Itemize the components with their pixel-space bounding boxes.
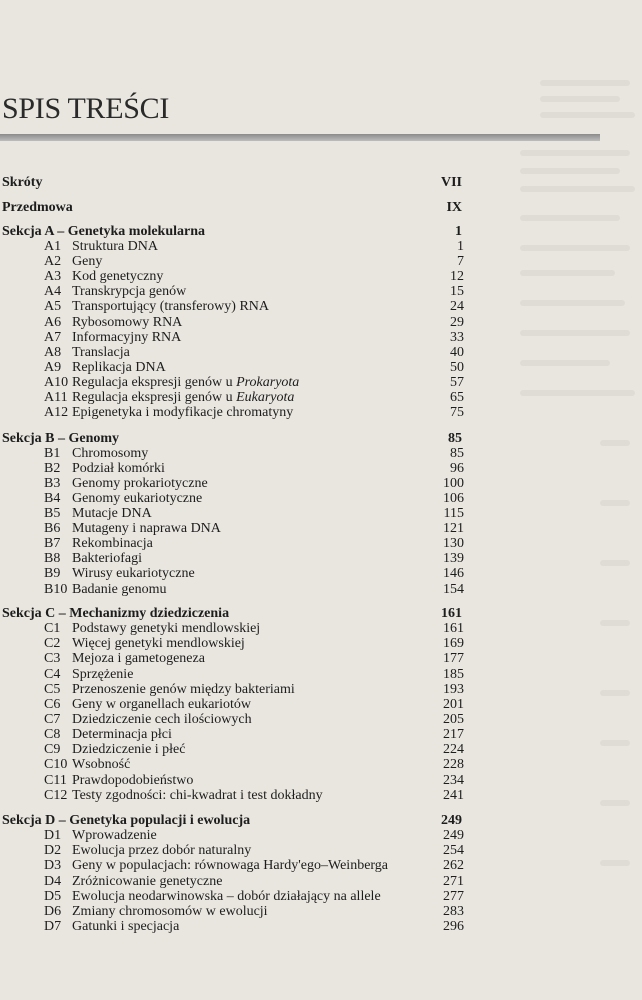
toc-item-code: A1 — [44, 239, 62, 254]
toc-item-page: 185 — [443, 667, 464, 682]
toc-item-label: Podział komórki — [72, 461, 165, 476]
toc-item-label: Ewolucja przez dobór naturalny — [72, 843, 252, 858]
toc-item-label: Informacyjny RNA — [72, 330, 182, 345]
toc-item-label: Transportujący (transferowy) RNA — [72, 299, 269, 314]
toc-item-code: D1 — [44, 828, 62, 843]
toc-item-d6[interactable] — [2, 904, 462, 920]
toc-item-label: Genomy eukariotyczne — [72, 491, 203, 506]
toc-item-c4[interactable] — [2, 667, 462, 683]
toc-item-b3[interactable] — [2, 476, 462, 492]
toc-item-label: Geny — [72, 254, 103, 269]
toc-entry-page: IX — [446, 200, 462, 215]
toc-item-code: B3 — [44, 476, 61, 491]
toc-item-label: Przenoszenie genów między bakteriami — [72, 682, 295, 697]
toc-item-c3[interactable] — [2, 651, 462, 667]
toc-item-label: Replikacja DNA — [72, 360, 166, 375]
toc-item-page: 177 — [443, 651, 464, 666]
toc-item-label: Epigenetyka i modyfikacje chromatyny — [72, 405, 294, 420]
toc-item-label: Translacja — [72, 345, 130, 360]
toc-item-a10[interactable] — [2, 375, 462, 391]
toc-item-label: Gatunki i specjacja — [72, 919, 180, 934]
toc-item-page: 234 — [443, 773, 464, 788]
toc-item-code: C8 — [44, 727, 61, 742]
toc-entry-label: Skróty — [2, 175, 43, 190]
toc-item-code: C11 — [44, 773, 67, 788]
toc-item-code: A9 — [44, 360, 62, 375]
toc-item-d2[interactable] — [2, 843, 462, 859]
toc-item-d3[interactable] — [2, 858, 462, 874]
toc-item-label: Mejoza i gametogeneza — [72, 651, 205, 666]
toc-item-label: Mutacje DNA — [72, 506, 152, 521]
toc-item-code: C6 — [44, 697, 61, 712]
toc-item-b9[interactable] — [2, 566, 462, 582]
toc-item-code: B8 — [44, 551, 61, 566]
toc-item-page: 121 — [443, 521, 464, 536]
toc-item-page: 106 — [443, 491, 464, 506]
toc-item-a8[interactable] — [2, 345, 462, 361]
toc-item-code: B9 — [44, 566, 61, 581]
toc-item-label: Dziedziczenie cech ilościowych — [72, 712, 252, 727]
toc-item-code: A8 — [44, 345, 62, 360]
toc-entry-label: Przedmowa — [2, 200, 73, 215]
toc-item-code: C2 — [44, 636, 61, 651]
toc-item-label: Dziedziczenie i płeć — [72, 742, 186, 757]
toc-item-code: A3 — [44, 269, 62, 284]
toc-section-label: Sekcja B – Genomy — [2, 431, 120, 446]
toc-item-label: Struktura DNA — [72, 239, 158, 254]
toc-item-b5[interactable] — [2, 506, 462, 522]
toc-item-label: Wprowadzenie — [72, 828, 157, 843]
toc-item-c8[interactable] — [2, 727, 462, 743]
toc-item-a5[interactable] — [2, 299, 462, 315]
toc-item-page: 217 — [443, 727, 464, 742]
toc-item-code: C3 — [44, 651, 61, 666]
toc-item-label: Sprzężenie — [72, 667, 134, 682]
toc-item-page: 228 — [443, 757, 464, 772]
toc-item-code: D6 — [44, 904, 62, 919]
page-title: SPIS TREŚCI — [2, 92, 170, 125]
toc-item-page: 40 — [450, 345, 464, 360]
toc-item-label: Bakteriofagi — [72, 551, 142, 566]
toc-item-code: B7 — [44, 536, 61, 551]
toc-item-b10[interactable] — [2, 582, 462, 598]
toc-item-a7[interactable] — [2, 330, 462, 346]
toc-item-code: D7 — [44, 919, 62, 934]
toc-item-b7[interactable] — [2, 536, 462, 552]
toc-item-page: 33 — [450, 330, 464, 345]
toc-item-page: 1 — [457, 239, 464, 254]
toc-item-label: Transkrypcja genów — [72, 284, 187, 299]
toc-item-code: C5 — [44, 682, 61, 697]
toc-item-code: D2 — [44, 843, 62, 858]
toc-item-page: 115 — [443, 506, 464, 521]
toc-item-page: 75 — [450, 405, 464, 420]
toc-item-b8[interactable] — [2, 551, 462, 567]
toc-item-code: C1 — [44, 621, 61, 636]
toc-item-label: Rekombinacja — [72, 536, 153, 551]
toc-item-page: 224 — [443, 742, 464, 757]
toc-item-label: Prawdopodobieństwo — [72, 773, 194, 788]
toc-item-page: 130 — [443, 536, 464, 551]
toc-item-code: C4 — [44, 667, 61, 682]
toc-item-c12[interactable] — [2, 788, 462, 804]
toc-item-label: Determinacja płci — [72, 727, 172, 742]
toc-item-code: A10 — [44, 375, 69, 390]
toc-item-code: A7 — [44, 330, 62, 345]
toc-section-b[interactable] — [2, 431, 462, 447]
toc-item-code: D5 — [44, 889, 62, 904]
toc-item-code: B10 — [44, 582, 68, 597]
toc-item-label: Zmiany chromosomów w ewolucji — [72, 904, 268, 919]
toc-item-page: 296 — [443, 919, 464, 934]
toc-item-d7[interactable] — [2, 919, 462, 935]
toc-item-b1[interactable] — [2, 446, 462, 462]
toc-item-c9[interactable] — [2, 742, 462, 758]
toc-section-a[interactable] — [2, 224, 462, 240]
toc-section-label: Sekcja D – Genetyka populacji i ewolucja — [2, 813, 251, 828]
toc-item-page: 205 — [443, 712, 464, 727]
toc-item-label: Podstawy genetyki mendlowskiej — [72, 621, 261, 636]
toc-item-page: 50 — [450, 360, 464, 375]
toc-item-code: A5 — [44, 299, 62, 314]
toc-entry-przedmowa[interactable] — [2, 200, 462, 216]
toc-item-code: C12 — [44, 788, 68, 803]
toc-item-page: 100 — [443, 476, 464, 491]
toc-item-c1[interactable] — [2, 621, 462, 637]
toc-item-c11[interactable] — [2, 773, 462, 789]
toc-item-label: Regulacja ekspresji genów u Eukaryota — [72, 390, 295, 405]
toc-item-label: Rybosomowy RNA — [72, 315, 183, 330]
toc-item-code: B4 — [44, 491, 61, 506]
toc-section-page: 1 — [455, 224, 462, 239]
toc-item-label: Testy zgodności: chi-kwadrat i test dokładny — [72, 788, 323, 803]
toc-item-code: A4 — [44, 284, 62, 299]
toc-item-label: Ewolucja neodarwinowska – dobór działający na allele — [72, 889, 381, 904]
toc-item-page: 15 — [450, 284, 464, 299]
toc-item-a1[interactable] — [2, 239, 462, 255]
toc-item-page: 96 — [450, 461, 464, 476]
toc-item-code: B1 — [44, 446, 61, 461]
toc-item-label: Geny w populacjach: równowaga Hardy'ego–Weinberga — [72, 858, 389, 873]
toc-item-b6[interactable] — [2, 521, 462, 537]
toc-item-b2[interactable] — [2, 461, 462, 477]
toc-item-page: 7 — [457, 254, 464, 269]
toc-item-c2[interactable] — [2, 636, 462, 652]
toc-item-c7[interactable] — [2, 712, 462, 728]
toc-item-page: 57 — [450, 375, 464, 390]
toc-item-page: 169 — [443, 636, 464, 651]
toc-item-page: 271 — [443, 874, 464, 889]
toc-item-code: A11 — [44, 390, 68, 405]
toc-item-c10[interactable] — [2, 757, 462, 773]
toc-item-code: C7 — [44, 712, 61, 727]
toc-item-page: 277 — [443, 889, 464, 904]
toc-section-page: 249 — [441, 813, 462, 828]
toc-item-code: B6 — [44, 521, 61, 536]
toc-item-a9[interactable] — [2, 360, 462, 376]
toc-item-page: 24 — [450, 299, 464, 314]
toc-item-code: B2 — [44, 461, 61, 476]
toc-item-code: A12 — [44, 405, 69, 420]
taxon-name: Prokaryota — [236, 375, 300, 390]
toc-item-page: 85 — [450, 446, 464, 461]
toc-section-d[interactable] — [2, 813, 462, 829]
toc-item-a12[interactable] — [2, 405, 462, 421]
toc-item-a3[interactable] — [2, 269, 462, 285]
toc-item-page: 139 — [443, 551, 464, 566]
toc-item-page: 254 — [443, 843, 464, 858]
toc-item-a4[interactable] — [2, 284, 462, 300]
toc-section-label: Sekcja A – Genetyka molekularna — [2, 224, 206, 239]
toc-item-code: A6 — [44, 315, 62, 330]
toc-item-a2[interactable] — [2, 254, 462, 270]
toc-item-code: A2 — [44, 254, 62, 269]
toc-item-page: 249 — [443, 828, 464, 843]
toc-section-page: 85 — [448, 431, 462, 446]
toc-section-page: 161 — [441, 606, 462, 621]
toc-item-label: Geny w organellach eukariotów — [72, 697, 251, 712]
toc-entry-skroty[interactable] — [2, 175, 462, 191]
toc-item-label: Kod genetyczny — [72, 269, 164, 284]
toc-item-code: D3 — [44, 858, 62, 873]
toc-item-d5[interactable] — [2, 889, 462, 905]
toc-item-label: Wsobność — [72, 757, 131, 772]
toc-entry-page: VII — [440, 175, 462, 190]
toc-item-page: 193 — [443, 682, 464, 697]
toc-item-d1[interactable] — [2, 828, 462, 844]
toc-item-code: B5 — [44, 506, 61, 521]
toc-item-page: 12 — [450, 269, 464, 284]
toc-item-page: 283 — [443, 904, 464, 919]
toc-item-code: C9 — [44, 742, 61, 757]
toc-item-page: 146 — [443, 566, 464, 581]
toc-section-c[interactable] — [2, 606, 462, 622]
toc-item-code: D4 — [44, 874, 62, 889]
toc-item-label: Regulacja ekspresji genów u Prokaryota — [72, 375, 300, 390]
toc-item-page: 154 — [443, 582, 464, 597]
taxon-name: Eukaryota — [236, 390, 295, 405]
toc-item-page: 262 — [443, 858, 464, 873]
toc-item-a6[interactable] — [2, 315, 462, 331]
toc-item-label: Mutageny i naprawa DNA — [72, 521, 221, 536]
toc-item-label: Badanie genomu — [72, 582, 167, 597]
toc-item-c6[interactable] — [2, 697, 462, 713]
toc-item-label: Genomy prokariotyczne — [72, 476, 208, 491]
toc-item-page: 29 — [450, 315, 464, 330]
toc-item-a11[interactable] — [2, 390, 462, 406]
toc-item-page: 65 — [450, 390, 464, 405]
toc-item-code: C10 — [44, 757, 68, 772]
toc-item-label: Zróżnicowanie genetyczne — [72, 874, 223, 889]
toc-item-c5[interactable] — [2, 682, 462, 698]
toc-item-label: Wirusy eukariotyczne — [72, 566, 195, 581]
toc-item-page: 241 — [443, 788, 464, 803]
toc-item-d4[interactable] — [2, 874, 462, 890]
toc-section-label: Sekcja C – Mechanizmy dziedziczenia — [2, 606, 230, 621]
toc-item-label: Więcej genetyki mendlowskiej — [72, 636, 245, 651]
toc-item-page: 161 — [443, 621, 464, 636]
toc-item-label: Chromosomy — [72, 446, 149, 461]
toc-item-page: 201 — [443, 697, 464, 712]
toc-item-b4[interactable] — [2, 491, 462, 507]
